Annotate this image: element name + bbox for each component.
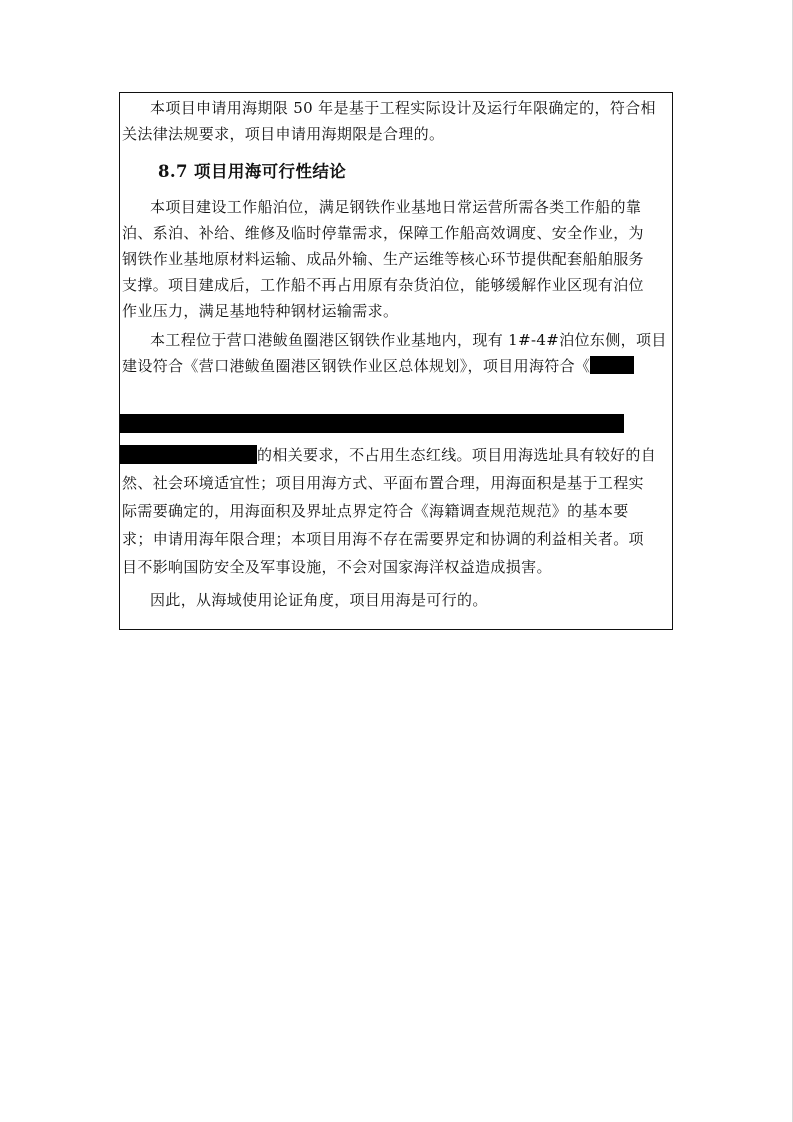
intro-line-2: 关法律法规要求，项目申请用海期限是合理的。 (122, 125, 445, 143)
para1-line-4: 支撑。项目建成后，工作船不再占用原有杂货泊位，能够缓解作业区现有泊位 (122, 276, 644, 294)
para1-line-5: 作业压力，满足基地特种钢材运输需求。 (122, 302, 399, 320)
para1-line-3: 钢铁作业基地原材料运输、成品外输、生产运维等核心环节提供配套船舶服务 (122, 250, 644, 268)
para2-line-4: 的相关要求，不占用生态红线。项目用海选址具有较好的自 (257, 446, 657, 464)
para3-line: 因此，从海域使用论证角度，项目用海是可行的。 (150, 591, 488, 609)
para1-line-1: 本项目建设工作船泊位，满足钢铁作业基地日常运营所需各类工作船的靠 (150, 198, 642, 216)
section-heading: 8.7 项目用海可行性结论 (158, 162, 347, 181)
text-frame (119, 92, 673, 630)
para2-line-5: 然、社会环境适宜性；项目用海方式、平面布置合理，用海面积是基于工程实 (122, 474, 644, 492)
para2-line-6: 际需要确定的，用海面积及界址点界定符合《海籍调查规范规范》的基本要 (122, 502, 629, 520)
redaction-bar (590, 356, 634, 374)
redaction-bar (120, 445, 257, 464)
para1-line-2: 泊、系泊、补给、维修及临时停靠需求，保障工作船高效调度、安全作业，为 (122, 224, 644, 242)
para2-line-2-text: 建设符合《营口港鲅鱼圈港区钢铁作业区总体规划》，项目用海符合《 (122, 357, 591, 375)
para2-line-8: 目不影响国防安全及军事设施，不会对国家海洋权益造成损害。 (122, 558, 552, 576)
redaction-bar (120, 414, 624, 433)
intro-line-1: 本项目申请用海期限 50 年是基于工程实际设计及运行年限确定的，符合相 (150, 99, 656, 117)
para2-line-2 (122, 356, 634, 376)
para2-line-7: 求；申请用海年限合理；本项目用海不存在需要界定和协调的利益相关者。项 (122, 530, 644, 548)
para2-line-1: 本工程位于营口港鲅鱼圈港区钢铁作业基地内，现有 1#-4#泊位东侧，项目 (150, 331, 667, 349)
